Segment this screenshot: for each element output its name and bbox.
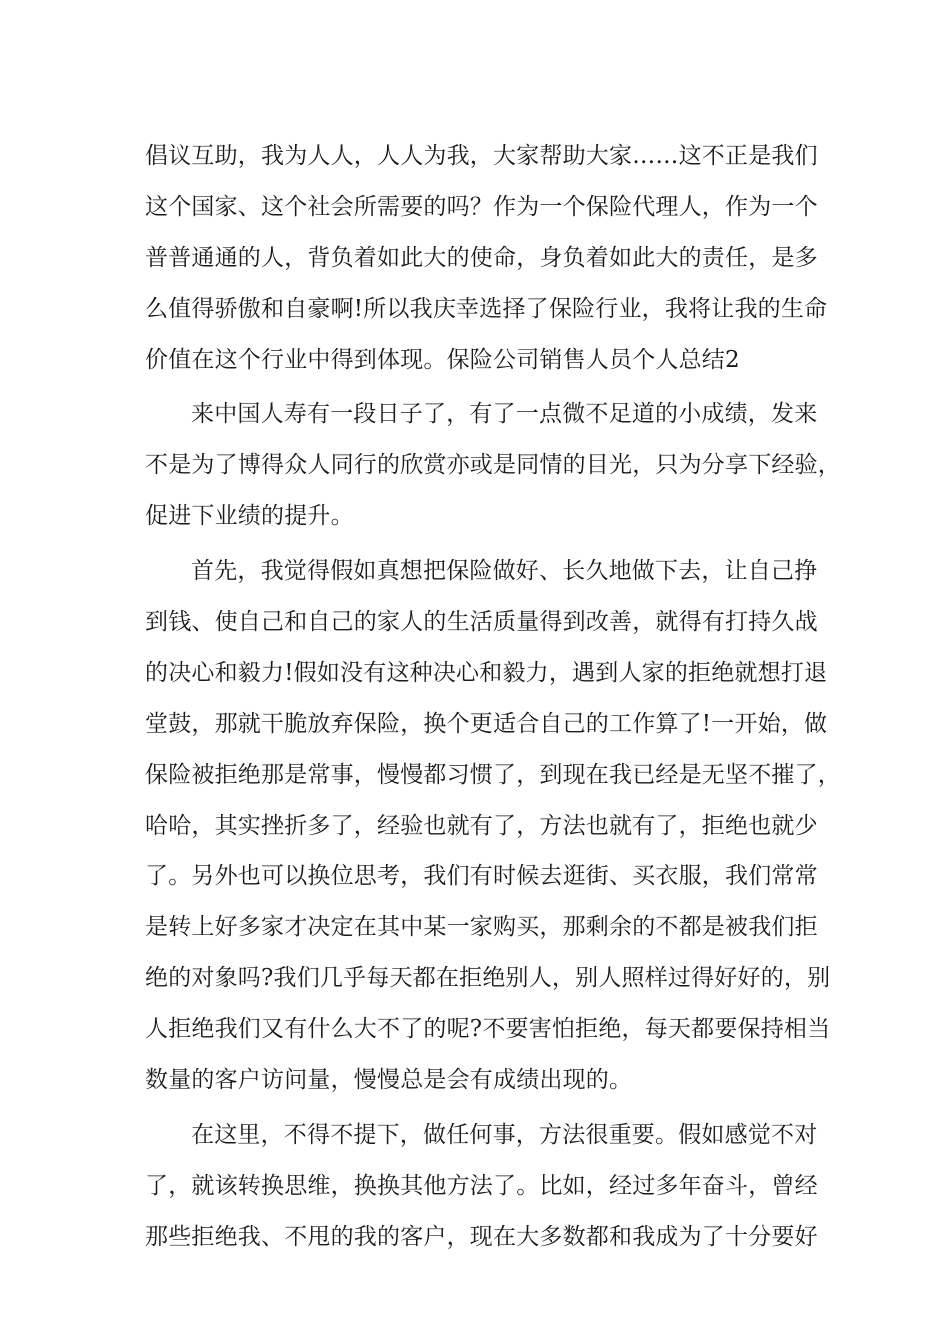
text-line: 到钱、使自己和自己的家人的生活质量得到改善，就得有打持久战	[145, 609, 818, 636]
text-line: 保险被拒绝那是常事，慢慢都习惯了，到现在我已经是无坚不摧了，	[145, 761, 841, 788]
text-line: 堂鼓，那就干脆放弃保险，换个更适合自己的工作算了!一开始，做	[145, 710, 828, 737]
paragraph-first-line: 首先，我觉得假如真想把保险做好、长久地做下去，让自己挣	[191, 558, 818, 585]
text-line: 数量的客户访问量，慢慢总是会有成绩出现的。	[145, 1067, 633, 1094]
text-line: 这个国家、这个社会所需要的吗？作为一个保险代理人，作为一个	[145, 193, 818, 220]
body-text	[145, 131, 841, 1263]
text-line: 促进下业绩的提升。	[145, 503, 354, 530]
text-line: 人拒绝我们又有什么大不了的呢?不要害怕拒绝，每天都要保持相当	[145, 1016, 831, 1043]
text-line: 么值得骄傲和自豪啊!所以我庆幸选择了保险行业，我将让我的生命	[145, 295, 828, 322]
text-line: 绝的对象吗?我们几乎每天都在拒绝别人，别人照样过得好好的，别	[145, 965, 831, 992]
text-line: 那些拒绝我、不甩的我的客户，现在大多数都和我成为了十分要好	[145, 1223, 818, 1250]
text-line: 不是为了博得众人同行的欣赏亦或是同情的目光，只为分享下经验，	[145, 452, 841, 479]
text-line: 的决心和毅力!假如没有这种决心和毅力，遇到人家的拒绝就想打退	[145, 659, 828, 686]
text-line: 哈哈，其实挫折多了，经验也就有了，方法也就有了，拒绝也就少	[145, 812, 818, 839]
text-line: 普普通通的人，背负着如此大的使命，身负着如此大的责任，是多	[145, 244, 818, 271]
text-line: 了，就该转换思维，换换其他方法了。比如，经过多年奋斗，曾经	[145, 1172, 818, 1199]
text-line: 了。另外也可以换位思考，我们有时候去逛街、买衣服，我们常常	[145, 863, 818, 890]
paragraph-first-line: 在这里，不得不提下，做任何事，方法很重要。假如感觉不对	[191, 1121, 818, 1148]
text-line: 倡议互助，我为人人，人人为我，大家帮助大家……这不正是我们	[145, 143, 818, 169]
text-line: 价值在这个行业中得到体现。保险公司销售人员个人总结2	[145, 346, 740, 373]
text-line: 是转上好多家才决定在其中某一家购买，那剩余的不都是被我们拒	[145, 914, 818, 941]
paragraph-first-line: 来中国人寿有一段日子了，有了一点微不足道的小成绩，发来	[191, 401, 818, 428]
